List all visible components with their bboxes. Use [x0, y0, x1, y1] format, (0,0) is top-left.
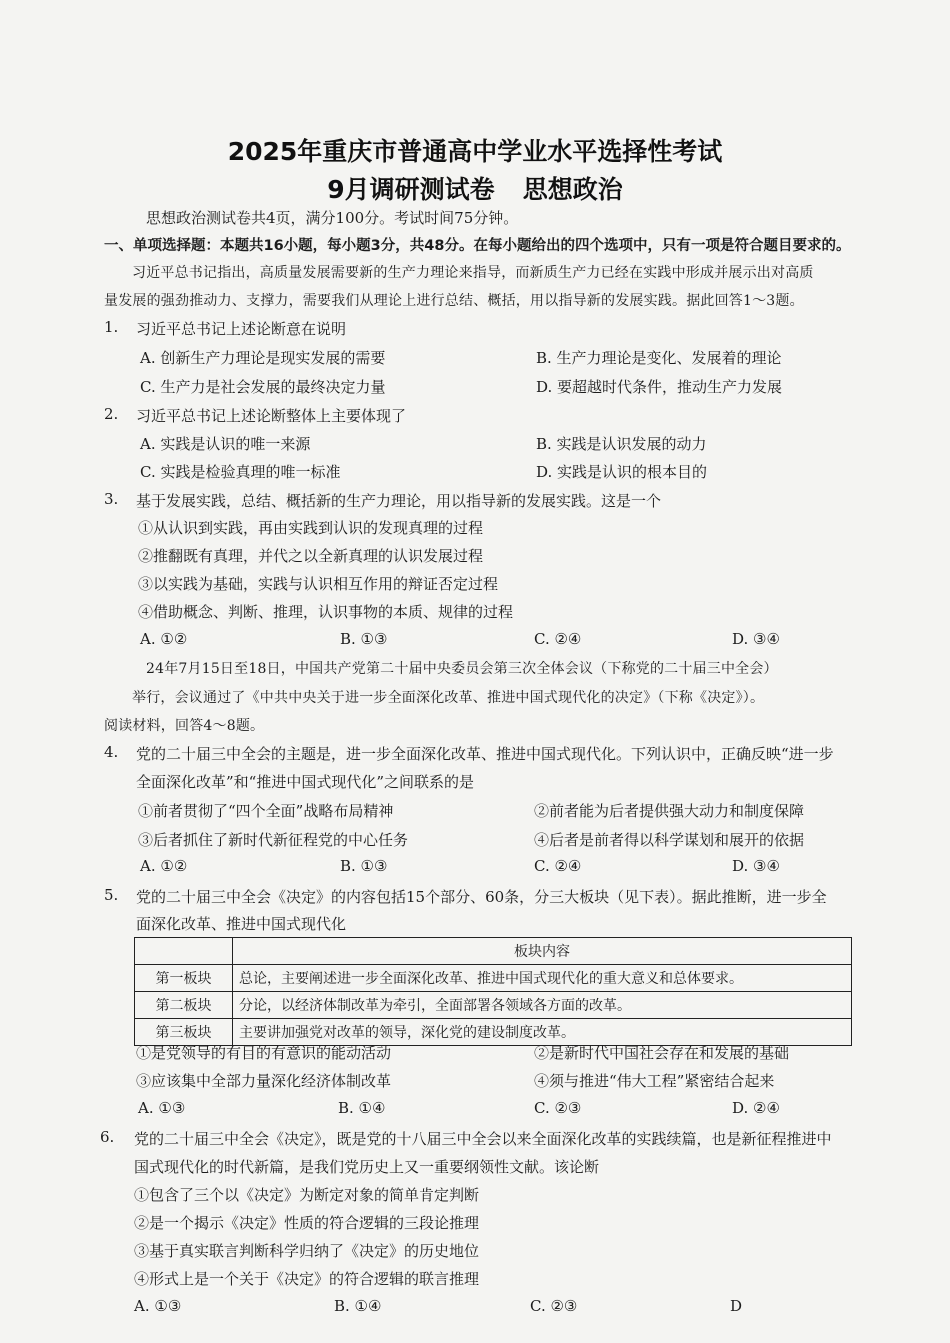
q4-statement-3: ③后者抓住了新时代新征程党的中心任务 — [138, 831, 409, 849]
q6-option-c[interactable]: C. ②③ — [530, 1297, 578, 1315]
q6-number: 6. — [100, 1128, 115, 1146]
q6-statement-1: ①包含了三个以《决定》为断定对象的简单肯定判断 — [134, 1186, 480, 1204]
q6-statement-3: ③基于真实联言判断科学归纳了《决定》的历史地位 — [134, 1242, 480, 1260]
q2-option-a[interactable]: A. 实践是认识的唯一来源 — [140, 435, 311, 453]
table-header-row — [135, 938, 852, 965]
q6-stem-line-1: 党的二十届三中全会《决定》，既是党的十八届三中全会以来全面深化改革的实践续篇，也是新征程推进中 — [134, 1130, 832, 1148]
q5-stem-line-1: 党的二十届三中全会《决定》的内容包括15个部分、60条，分三大板块（见下表）。据此推断，进一步全 — [136, 888, 827, 906]
q3-number: 3. — [104, 490, 119, 508]
q1-option-d[interactable]: D. 要超越时代条件，推动生产力发展 — [536, 378, 783, 396]
q5-statement-4: ④须与推进“伟大工程”紧密结合起来 — [534, 1072, 775, 1090]
q1-option-b[interactable]: B. 生产力理论是变化、发展着的理论 — [536, 349, 782, 367]
q6-option-d[interactable]: D — [730, 1297, 743, 1315]
q2-option-b[interactable]: B. 实践是认识发展的动力 — [536, 435, 707, 453]
q5-option-d[interactable]: D. ②④ — [732, 1099, 780, 1117]
q5-option-b[interactable]: B. ①④ — [338, 1099, 386, 1117]
q1-number: 1. — [104, 318, 119, 336]
q5-number: 5. — [104, 886, 119, 904]
q5-option-a[interactable]: A. ①③ — [138, 1099, 186, 1117]
subtitle-subject: 思想政治 — [522, 175, 623, 204]
q3-statement-3: ③以实践为基础，实践与认识相互作用的辩证否定过程 — [138, 575, 499, 593]
subtitle-paper: 9月调研测试卷 — [327, 175, 495, 204]
q3-option-c[interactable]: C. ②④ — [534, 630, 582, 648]
q4-option-c[interactable]: C. ②④ — [534, 857, 582, 875]
material-1-line-1: 习近平总书记指出，高质量发展需要新的生产力理论来指导，而新质生产力已经在实践中形成并展示出对高质 — [132, 265, 814, 281]
q6-option-b[interactable]: B. ①④ — [334, 1297, 382, 1315]
table-row-content: 总论，主要阐述进一步全面深化改革、推进中国式现代化的重大意义和总体要求。 — [233, 965, 852, 992]
exam-title: 2025年重庆市普通高中学业水平选择性考试 — [227, 137, 723, 166]
table-corner-cell — [135, 938, 233, 965]
table-row-label: 第一板块 — [135, 965, 233, 992]
material-2-line-1: 24年7月15日至18日，中国共产党第二十届中央委员会第三次全体会议（下称党的二十届三中全会） — [146, 661, 778, 677]
q3-option-b[interactable]: B. ①③ — [340, 630, 388, 648]
material-1-line-2: 量发展的强劲推动力、支撑力，需要我们从理论上进行总结、概括，用以指导新的发展实践。据此回答1～3题。 — [104, 293, 804, 309]
q2-option-d[interactable]: D. 实践是认识的根本目的 — [536, 463, 708, 481]
table-row-content: 分论，以经济体制改革为牵引，全面部署各领域各方面的改革。 — [233, 992, 852, 1019]
material-2-line-2: 举行，会议通过了《中共中央关于进一步全面深化改革、推进中国式现代化的决定》（下称《决定》）。 — [132, 690, 765, 706]
table-row-content: 主要讲加强党对改革的领导，深化党的建设制度改革。 — [233, 1019, 852, 1046]
table-row — [135, 992, 852, 1019]
q4-option-b[interactable]: B. ①③ — [340, 857, 388, 875]
q1-stem: 习近平总书记上述论断意在说明 — [136, 320, 347, 338]
q6-stem-line-2: 国式现代化的时代新篇，是我们党历史上又一重要纲领性文献。该论断 — [134, 1158, 600, 1176]
q4-stem-line-2: 全面深化改革”和“推进中国式现代化”之间联系的是 — [136, 773, 475, 791]
exam-intro: 思想政治测试卷共4页，满分100分。考试时间75分钟。 — [146, 209, 519, 227]
q2-stem: 习近平总书记上述论断整体上主要体现了 — [136, 407, 407, 425]
q2-number: 2. — [104, 405, 119, 423]
q6-statement-2: ②是一个揭示《决定》性质的符合逻辑的三段论推理 — [134, 1214, 480, 1232]
section-heading: 一、单项选择题：本题共16小题，每小题3分，共48分。在每小题给出的四个选项中，只有一项是符合题目要求的。 — [104, 238, 851, 254]
q4-statement-2: ②前者能为后者提供强大动力和制度保障 — [534, 802, 805, 820]
table-row-label: 第三板块 — [135, 1019, 233, 1046]
table-row-label: 第二板块 — [135, 992, 233, 1019]
q5-blocks-table — [134, 937, 852, 1046]
q1-option-a[interactable]: A. 创新生产力理论是现实发展的需要 — [140, 349, 386, 367]
exam-subtitle — [0, 170, 950, 206]
material-2-line-3: 阅读材料，回答4～8题。 — [104, 718, 265, 734]
q5-statement-1: ①是党领导的有目的有意识的能动活动 — [136, 1044, 392, 1062]
q3-statement-2: ②推翻既有真理，并代之以全新真理的认识发展过程 — [138, 547, 484, 565]
q4-option-d[interactable]: D. ③④ — [732, 857, 780, 875]
q1-option-c[interactable]: C. 生产力是社会发展的最终决定力量 — [140, 378, 386, 396]
q5-statement-2: ②是新时代中国社会存在和发展的基础 — [534, 1044, 790, 1062]
q6-option-a[interactable]: A. ①③ — [134, 1297, 182, 1315]
table-row — [135, 965, 852, 992]
q4-option-a[interactable]: A. ①② — [140, 857, 188, 875]
q5-option-c[interactable]: C. ②③ — [534, 1099, 582, 1117]
q3-option-d[interactable]: D. ③④ — [732, 630, 780, 648]
q5-stem-line-2: 面深化改革、推进中国式现代化 — [136, 915, 347, 933]
q6-statement-4: ④形式上是一个关于《决定》的符合逻辑的联言推理 — [134, 1270, 480, 1288]
q3-option-a[interactable]: A. ①② — [140, 630, 188, 648]
q2-option-c[interactable]: C. 实践是检验真理的唯一标准 — [140, 463, 341, 481]
q4-statement-1: ①前者贯彻了“四个全面”战略布局精神 — [138, 802, 394, 820]
q3-stem: 基于发展实践，总结、概括新的生产力理论，用以指导新的发展实践。这是一个 — [136, 492, 662, 510]
q4-statement-4: ④后者是前者得以科学谋划和展开的依据 — [534, 831, 805, 849]
table-header-content: 板块内容 — [233, 938, 852, 965]
q4-number: 4. — [104, 743, 119, 761]
q5-statement-3: ③应该集中全部力量深化经济体制改革 — [136, 1072, 392, 1090]
q4-stem-line-1: 党的二十届三中全会的主题是，进一步全面深化改革、推进中国式现代化。下列认识中，正确反映“进一步 — [136, 745, 834, 763]
q3-statement-4: ④借助概念、判断、推理，认识事物的本质、规律的过程 — [138, 603, 514, 621]
q3-statement-1: ①从认识到实践，再由实践到认识的发现真理的过程 — [138, 519, 484, 537]
